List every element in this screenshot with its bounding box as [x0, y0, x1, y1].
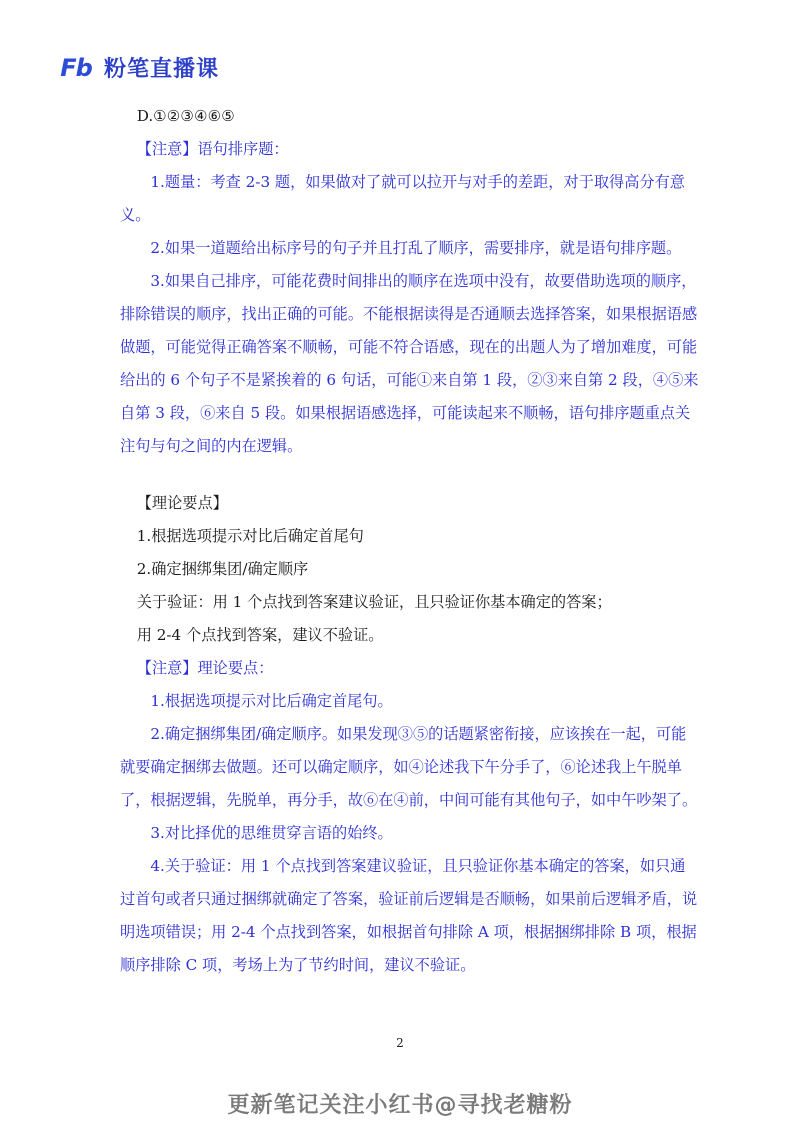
option-d: D.①②③④⑥⑤	[136, 107, 235, 125]
note1-paragraph-1: 1.题量：考查 2-3 题，如果做对了就可以拉开与对手的差距，对于取得高分有意义。	[120, 173, 685, 224]
footer-watermark: 更新笔记关注小红书@寻找老糖粉	[227, 1093, 573, 1118]
page-number: 2	[396, 1036, 404, 1050]
theory-verification-1: 关于验证：用 1 个点找到答案建议验证，且只验证你基本确定的答案；	[136, 593, 612, 611]
document-body	[120, 100, 700, 982]
note1-paragraph-2: 2.如果一道题给出标序号的句子并且打乱了顺序，需要排序，就是语句排序题。	[150, 239, 682, 257]
theory-point-1: 1.根据选项提示对比后确定首尾句	[136, 527, 364, 545]
fb-logo-icon: Fb	[60, 53, 92, 82]
brand-name: 粉笔直播课	[104, 57, 220, 82]
note2-paragraph-4: 4.关于验证：用 1 个点找到答案建议验证，且只验证你基本确定的答案，如只通过首句或者只通过捆绑就确定了答案，验证前后逻辑是否顺畅，如果前后逻辑矛盾，说明选项错误；用 2-4 个点找到答案，如根据首句排除 A 项，根据捆绑排除 B 项，根据顺序排除 C 项，考场上为了节约时间，建议不验证。	[120, 857, 698, 974]
theory-verification-2: 用 2-4 个点找到答案，建议不验证。	[136, 626, 384, 644]
note2-paragraph-3: 3.对比择优的思维贯穿言语的始终。	[150, 824, 393, 842]
brand-logo	[56, 52, 219, 83]
theory-heading: 【理论要点】	[136, 494, 228, 512]
note2-paragraph-2: 2.确定捆绑集团/确定顺序。如果发现③⑤的话题紧密衔接，应该挨在一起，可能就要确定捆绑去做题。还可以确定顺序，如④论述我下午分手了，⑥论述我上午脱单了，根据逻辑，先脱单，再分手，故⑥在④前，中间可能有其他句子，如中午吵架了。	[120, 725, 698, 809]
note2-paragraph-1: 1.根据选项提示对比后确定首尾句。	[150, 692, 393, 710]
note2-heading: 【注意】理论要点：	[136, 659, 274, 677]
spacer	[120, 463, 700, 487]
note1-heading: 【注意】语句排序题：	[136, 140, 289, 158]
note1-paragraph-3: 3.如果自己排序，可能花费时间排出的顺序在选项中没有，故要借助选项的顺序，排除错误的顺序，找出正确的可能。不能根据读得是否通顺去选择答案，如果根据语感做题，可能觉得正确答案不顺畅，可能不符合语感，现在的出题人为了增加难度，可能给出的 6 个句子不是紧挨着的 6 句话，可能①来自第 1 段，②③来自第 2 段，④⑤来自第 3 段，⑥来自 5 段。如果根据语感选择，可能读起来不顺畅，语句排序题重点关注句与句之间的内在逻辑。	[120, 272, 699, 455]
theory-point-2: 2.确定捆绑集团/确定顺序	[136, 560, 309, 578]
